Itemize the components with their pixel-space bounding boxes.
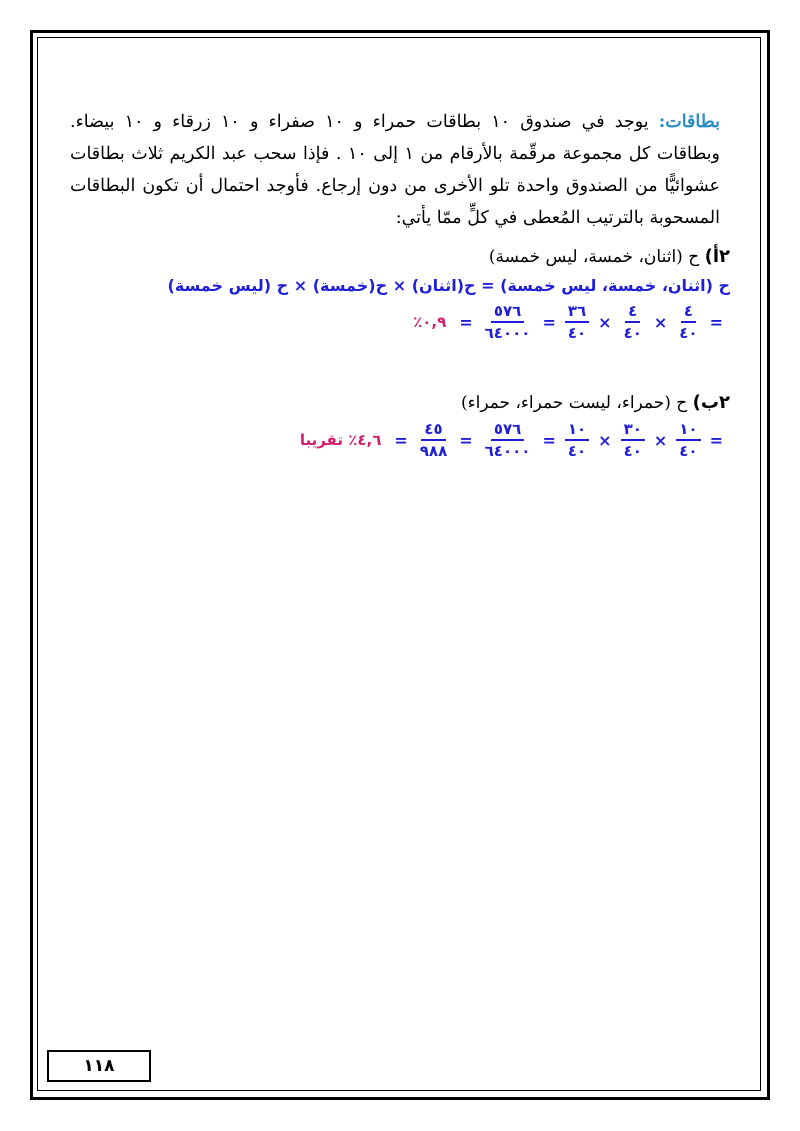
fraction <box>482 302 534 342</box>
part-b-number: ٢ب) <box>692 392 730 413</box>
part-a-equation <box>70 302 730 342</box>
numerator: ٥٧٦ <box>491 420 524 441</box>
denominator: ٦٤٠٠٠ <box>484 442 531 460</box>
denominator: ٤٠ <box>567 442 587 460</box>
part-a-result: ٠,٩٪ <box>413 313 447 331</box>
part-a-number: ٢أ) <box>704 246 730 267</box>
part-b-question-text: ح (حمراء، ليست حمراء، حمراء) <box>460 393 688 413</box>
numerator: ٤ <box>681 302 696 323</box>
fraction <box>676 420 700 460</box>
denominator: ٤٠ <box>679 324 698 342</box>
denominator: ٤٠ <box>623 324 642 342</box>
numerator: ٣٠ <box>621 420 645 441</box>
problem-statement <box>70 106 730 234</box>
times-sign: × <box>598 430 612 450</box>
part-a-question-text: ح (اثنان، خمسة، ليس خمسة) <box>488 247 700 267</box>
denominator: ٦٤٠٠٠ <box>484 324 531 342</box>
fraction <box>482 420 534 460</box>
equals-sign: = <box>459 430 473 450</box>
fraction <box>621 420 645 460</box>
equals-sign: = <box>542 312 556 332</box>
equals-sign: = <box>394 430 408 450</box>
fraction <box>417 420 450 460</box>
times-sign: × <box>598 312 612 332</box>
numerator: ٤٥ <box>421 420 445 441</box>
part-b-equation <box>70 420 730 460</box>
fraction <box>565 302 589 342</box>
numerator: ١٠ <box>565 420 589 441</box>
times-sign: × <box>653 430 668 450</box>
part-a-expansion: ح (اثنان، خمسة، ليس خمسة) = ح(اثنان) × ح(خمسة) × ح (ليس خمسة) <box>167 276 730 295</box>
times-sign: × <box>653 312 668 332</box>
numerator: ٤ <box>625 302 640 323</box>
page-number: ١١٨ <box>47 1050 151 1082</box>
problem-text: يوجد في صندوق ١٠ بطاقات حمراء و ١٠ صفراء و ١٠ زرقاء و ١٠ بيضاء. وبطاقات كل مجموعة مرقّمة بالأرقام من ١ إلى ١٠ . فإذا سحب عبد الكريم ثلاث بطاقات عشوائيًّا من الصندوق واحدة تلو الأخرى من دون إرجاع. فأوجد احتمال أن تكون البطاقات المسحوبة بالترتيب المُعطى في كلٍّ ممّا يأتي: <box>70 112 720 228</box>
denominator: ٩٨٨ <box>419 442 448 460</box>
problem-keyword: بطاقات: <box>658 112 720 132</box>
part-b-result: ٤,٦٪ تقريبا <box>299 431 382 449</box>
numerator: ٥٧٦ <box>491 302 524 323</box>
numerator: ١٠ <box>676 420 700 441</box>
denominator: ٤٠ <box>567 324 587 342</box>
denominator: ٤٠ <box>679 442 698 460</box>
equals-sign: = <box>542 430 556 450</box>
part-a-question <box>70 242 730 272</box>
fraction <box>621 302 645 342</box>
equals-sign: = <box>709 430 723 450</box>
denominator: ٤٠ <box>623 442 642 460</box>
part-b-question <box>70 388 730 418</box>
equals-sign: = <box>709 312 723 332</box>
page-content <box>70 106 730 460</box>
fraction <box>676 302 700 342</box>
numerator: ٣٦ <box>565 302 589 323</box>
equals-sign: = <box>459 312 473 332</box>
fraction <box>565 420 589 460</box>
